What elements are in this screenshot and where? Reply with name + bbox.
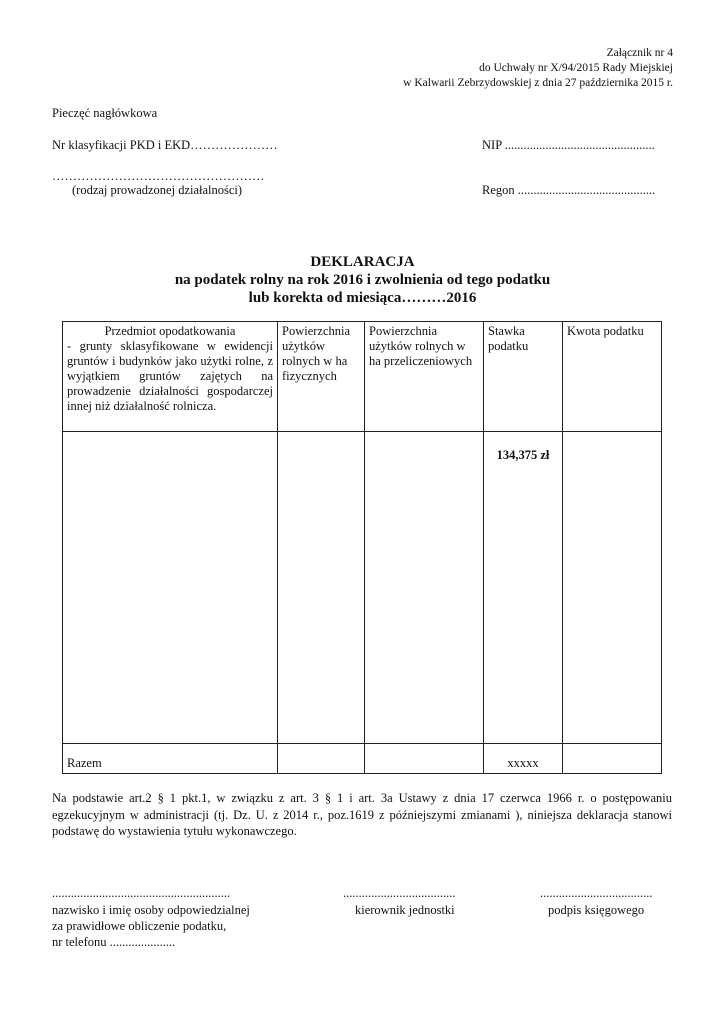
header-rate: Stawka podatku	[484, 322, 563, 432]
total-rate-cell: xxxxx	[484, 744, 563, 774]
header-subject-title: Przedmiot opodatkowania	[104, 324, 236, 338]
responsible-person-signature-line[interactable]: .........................................................	[52, 886, 231, 900]
accountant-signature-line[interactable]: ....................................	[540, 886, 653, 900]
pkd-field[interactable]: Nr klasyfikacji PKD i EKD…………………	[52, 138, 278, 152]
attachment-reference	[403, 46, 673, 91]
regon-field[interactable]: Regon ............................................	[482, 183, 656, 197]
stamp-label: Pieczęć nagłówkowa	[52, 106, 158, 120]
legal-text: Na podstawie art.2 § 1 pkt.1, w związku z art. 3 § 1 i art. 3a Ustawy z dnia 17 czerwca 1966 r. o postępowaniu egzekucyjnym w administracji (tj. Dz. U. z 2014 r., poz.1619 z późniejszymi zmianami ), niniejsza deklaracja stanowi podstawę do wystawienia tytułu wykonawczego.	[52, 791, 672, 838]
attachment-line-2: do Uchwały nr X/94/2015 Rady Miejskiej	[479, 62, 673, 74]
row-area-physical-cell[interactable]	[278, 432, 365, 744]
row-amount-cell[interactable]	[563, 432, 662, 744]
title-line-2: na podatek rolny na rok 2016 i zwolnienia od tego podatku	[174, 272, 551, 288]
declaration-title	[0, 253, 725, 307]
accountant-label: podpis księgowego	[548, 903, 645, 917]
header-area-converted: Powierzchnia użytków rolnych w ha przeliczeniowych	[365, 322, 484, 432]
responsible-person-label-1: nazwisko i imię osoby odpowiedzialnej	[52, 903, 250, 917]
table-total-row	[63, 744, 662, 774]
total-amount-cell[interactable]	[563, 744, 662, 774]
row-subject-cell[interactable]	[63, 432, 278, 744]
row-area-converted-cell[interactable]	[365, 432, 484, 744]
title-line-3: lub korekta od miesiąca………2016	[248, 290, 477, 306]
attachment-line-1: Załącznik nr 4	[606, 47, 673, 59]
total-area-converted-cell[interactable]	[365, 744, 484, 774]
activity-caption: (rodzaj prowadzonej działalności)	[72, 183, 243, 197]
manager-label: kierownik jednostki	[355, 903, 455, 917]
phone-number-field[interactable]: nr telefonu .....................	[52, 935, 176, 949]
manager-signature-line[interactable]: ....................................	[343, 886, 456, 900]
attachment-line-3: w Kalwarii Zebrzydowskiej z dnia 27 października 2015 r.	[403, 77, 673, 89]
header-subject-desc: - grunty sklasyfikowane w ewidencji gruntów i budynków jako użytki rolne, z wyjątkiem gruntów zajętych na prowadzenie działalności gospodarczej innej niż działalność rolnicza.	[67, 339, 273, 413]
responsible-person-label-2: za prawidłowe obliczenie podatku,	[52, 919, 227, 933]
activity-field[interactable]: ……………………………………………	[52, 169, 265, 183]
nip-field[interactable]: NIP ................................................	[482, 138, 655, 152]
table-row	[63, 432, 662, 744]
header-subject	[63, 322, 278, 432]
header-amount: Kwota podatku	[563, 322, 662, 432]
header-area-physical: Powierzchnia użytków rolnych w ha fizycznych	[278, 322, 365, 432]
title-line-1: DEKLARACJA	[310, 254, 415, 270]
total-area-physical-cell[interactable]	[278, 744, 365, 774]
row-rate-cell: 134,375 zł	[484, 432, 563, 744]
table-header-row	[63, 322, 662, 432]
total-label: Razem	[63, 744, 278, 774]
tax-table	[62, 321, 662, 774]
